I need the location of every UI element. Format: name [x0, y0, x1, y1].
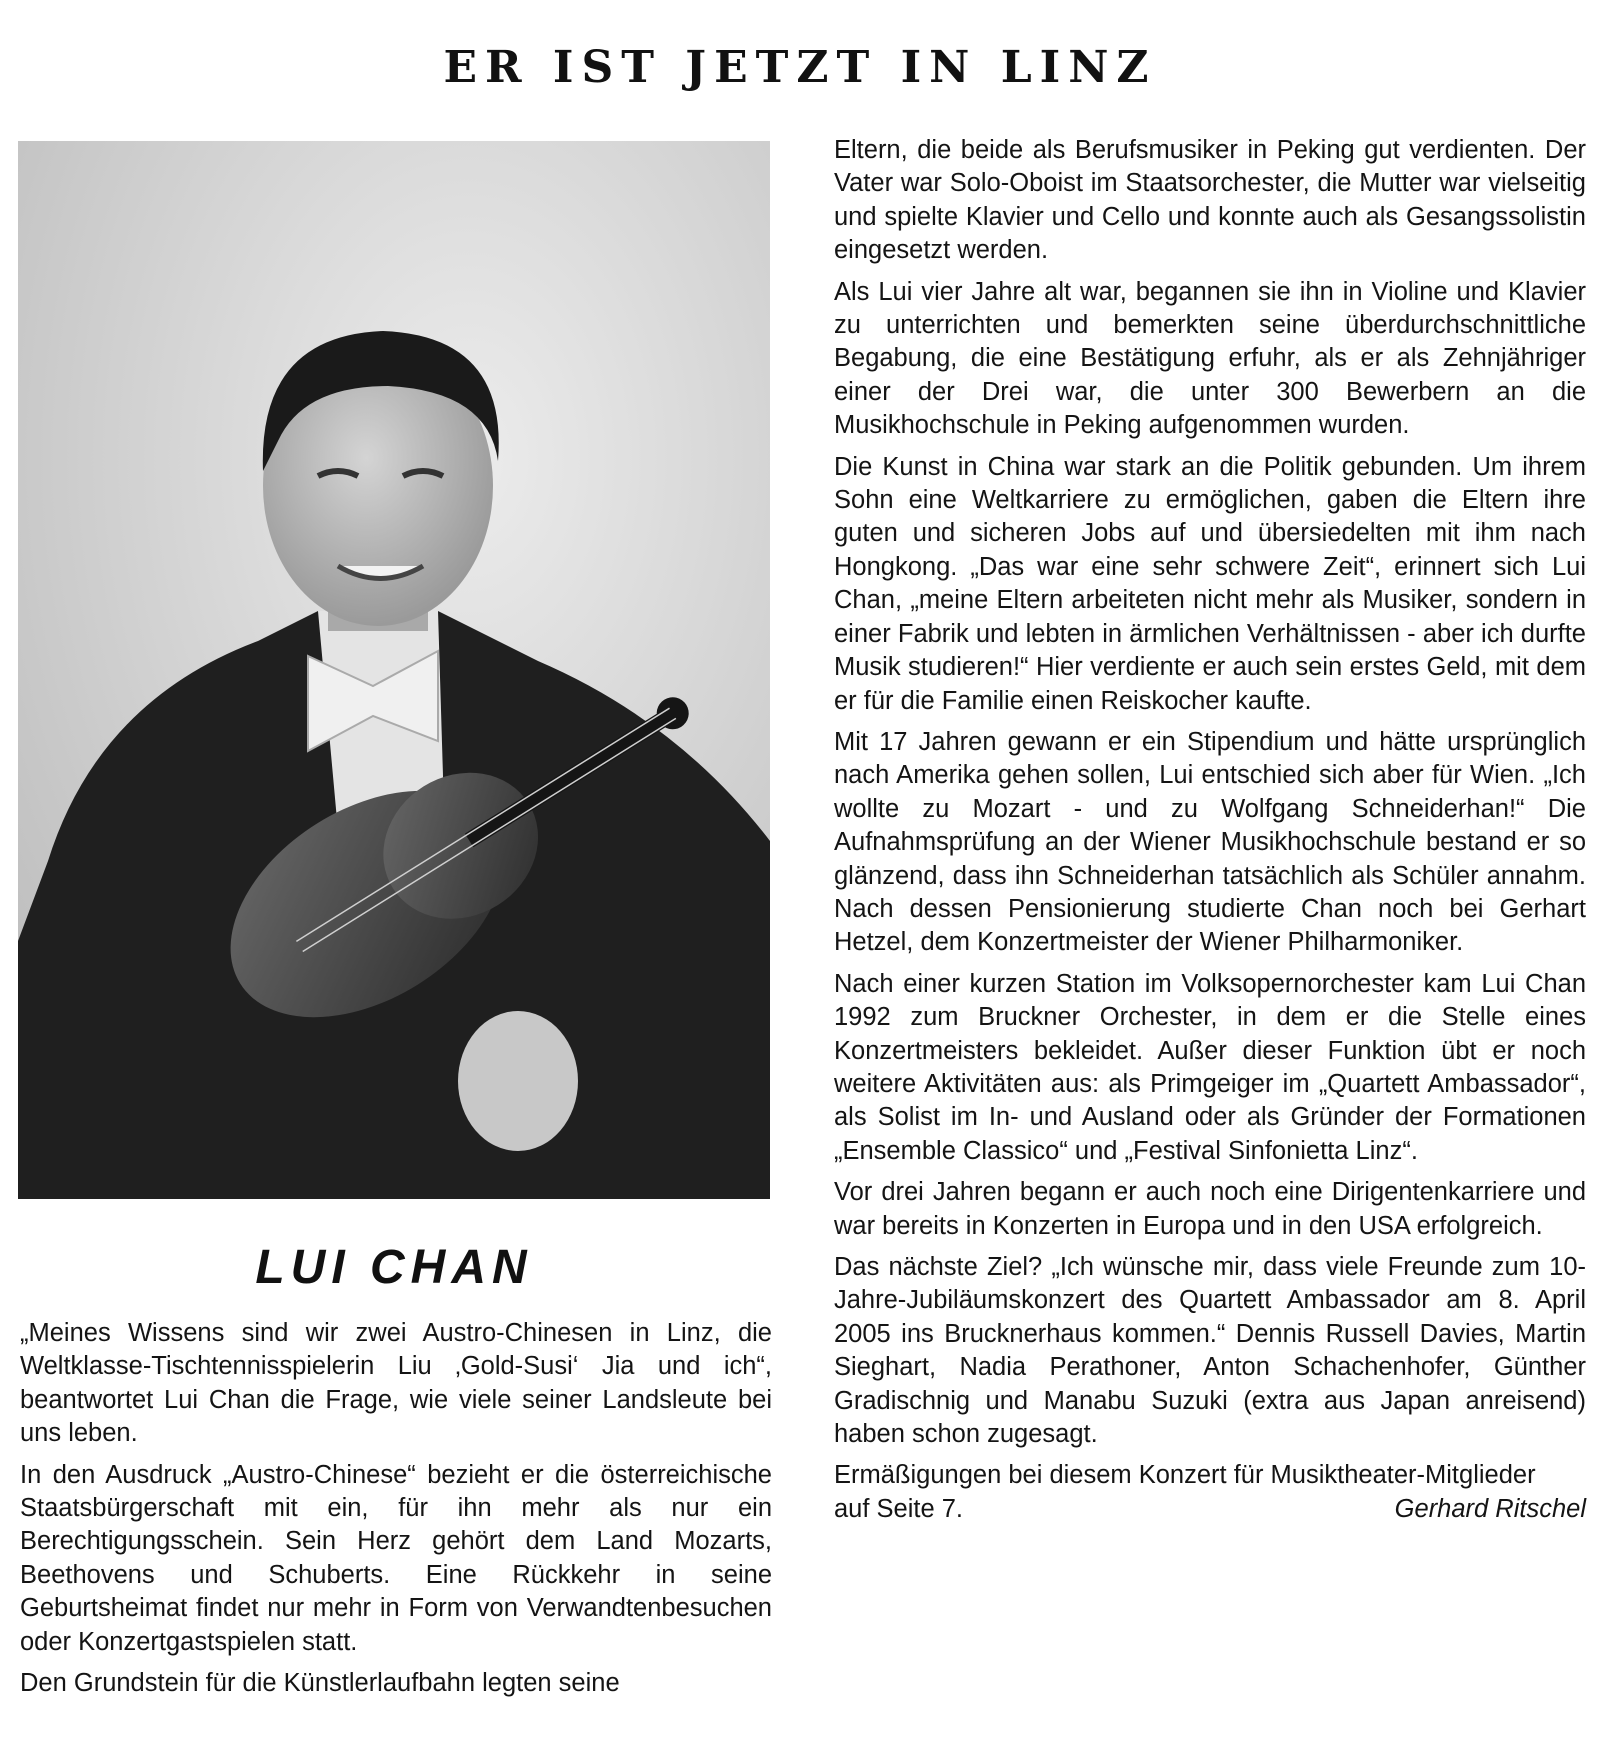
closing-line	[834, 1493, 1586, 1526]
paragraph: Nach einer kurzen Station im Volksopernorchester kam Lui Chan 1992 zum Bruckner Orchester, in dem er die Stelle eines Konzertmeisters bekleidet. Außer dieser Funktion übt er noch weitere Aktivitäten aus: als Primgeiger im „Quartett Ambassador“, als Solist im In- und Ausland oder als Gründer der Formationen „Ensemble Classico“ und „Festival Sinfonietta Linz“.	[834, 969, 1586, 1165]
paragraph: Die Kunst in China war stark an die Politik gebunden. Um ihrem Sohn eine Weltkarriere zu ermöglichen, gaben die Eltern ihre guten und sicheren Jobs auf und übersiedelten mit ihm nach Hongkong. „Das war eine sehr schwere Zeit“, erinnert sich Lui Chan, „meine Eltern arbeiteten nicht mehr als Musiker, sondern in einer Fabrik und lebten in ärmlichen Verhältnissen - aber ich durfte Musik studieren!“ Hier verdiente er auch sein erstes Geld, mit dem er für die Familie einen Reiskocher kaufte.	[834, 452, 1586, 715]
paragraph: Als Lui vier Jahre alt war, begannen sie ihn in Violine und Klavier zu unterrichten und bemerkten seine überdurchschnittliche Begabung, die eine Bestätigung erfuhr, als er als Zehnjähriger einer der Drei war, die unter 300 Bewerbern an die Musikhochschule in Peking aufgenommen wurden.	[834, 277, 1586, 440]
paragraph: Den Grundstein für die Künstlerlaufbahn legten seine	[20, 1669, 620, 1698]
paragraph: „Meines Wissens sind wir zwei Austro-Chinesen in Linz, die Weltklasse-Tischtennisspielerin Liu ‚Gold-Susi‘ Jia und ich“, beantwortet Lui Chan die Frage, wie viele seiner Landsleute bei uns leben.	[20, 1319, 772, 1448]
subject-name: LUI CHAN	[255, 1241, 533, 1294]
portrait-photo	[18, 141, 770, 1199]
paragraph: Eltern, die beide als Berufsmusiker in Peking gut verdienten. Der Vater war Solo-Oboist im Staatsorchester, die Mutter war vielseitig und spielte Klavier und Cello und konnte auch als Gesangssolistin eingesetzt werden.	[834, 136, 1586, 265]
article-column-left	[20, 1317, 772, 1708]
paragraph: Vor drei Jahren begann er auch noch eine Dirigentenkarriere und war bereits in Konzerten in Europa und in den USA erfolgreich.	[834, 1178, 1586, 1240]
author-byline: Gerhard Ritschel	[1394, 1494, 1586, 1523]
paragraph: Mit 17 Jahren gewann er ein Stipendium und hätte ursprünglich nach Amerika gehen sollen, Lui entschied sich aber für Wien. „Ich wollte zu Mozart - und zu Wolfgang Schneiderhan!“ Die Aufnahmsprüfung an der Wiener Musikhochschule bestand er so glänzend, dass ihn Schneiderhan tatsächlich als Schüler annahm. Nach dessen Pensionierung studierte Chan noch bei Gerhart Hetzel, dem Konzertmeister der Wiener Philharmoniker.	[834, 727, 1586, 957]
paragraph: Ermäßigungen bei diesem Konzert für Musiktheater-Mitglieder	[834, 1461, 1536, 1490]
article-headline: ER IST JETZT IN LINZ	[443, 42, 1157, 93]
paragraph: In den Ausdruck „Austro-Chinese“ bezieht er die österreichische Staatsbürgerschaft mit ein, für ihn mehr als nur ein Berechtigungsschein. Sein Herz gehört dem Land Mozarts, Beethovens und Schuberts. Eine Rückkehr in seine Geburtsheimat findet nur mehr in Form von Verwandtenbesuchen oder Konzertgastspielen statt.	[20, 1460, 772, 1656]
paragraph: Das nächste Ziel? „Ich wünsche mir, dass viele Freunde zum 10-Jahre-Jubiläumskonzert des Quartett Ambassador am 8. April 2005 ins Brucknerhaus kommen.“ Dennis Russell Davies, Martin Sieghart, Nadia Perathoner, Anton Schachenhofer, Günther Gradischnig und Manabu Suzuki (extra aus Japan anreisend) haben schon zugesagt.	[834, 1253, 1586, 1449]
closing-text: auf Seite 7.	[834, 1494, 964, 1523]
article-column-right	[834, 134, 1586, 1526]
